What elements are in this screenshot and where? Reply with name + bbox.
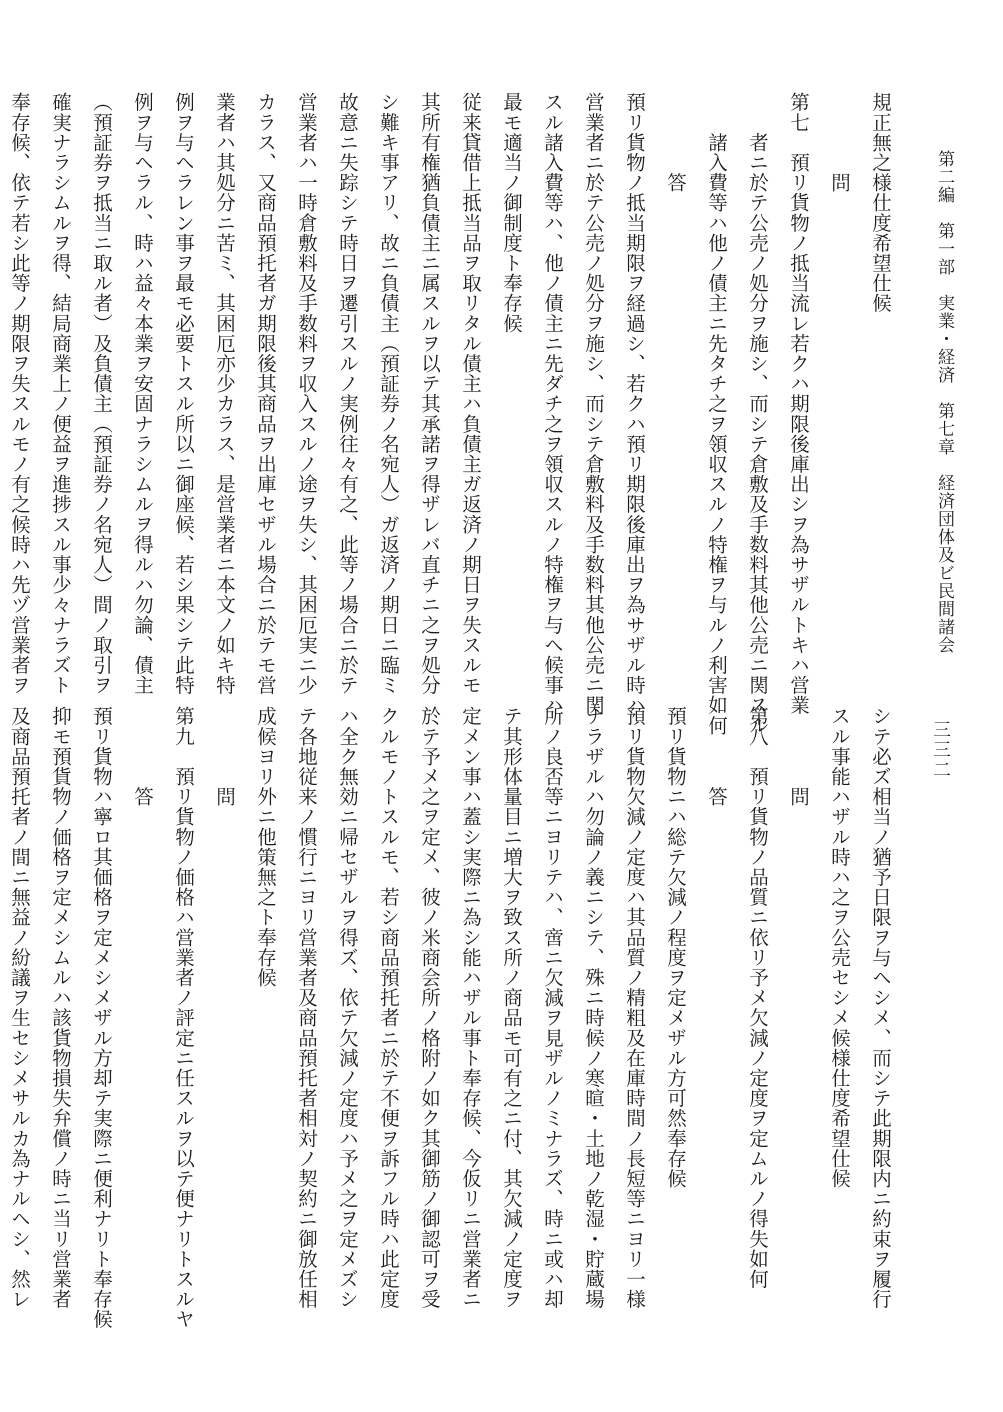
text-column: 第七 預リ貨物ノ抵当流レ若クハ期限後庫出シヲ為サザルトキハ営業 <box>787 92 810 716</box>
text-column: テ其形体量目ニ増大ヲ致ス所ノ商品モ可有之ニ付、其欠減ノ定度ヲ <box>500 706 523 1309</box>
text-column: 抑モ預貨物ノ価格ヲ定メシムルハ該貨物損失弁償ノ時ニ当リ営業者 <box>49 706 72 1309</box>
upper-text-block <box>0 92 901 736</box>
text-column: スル諸入費等ハ、他ノ債主ニ先ダチ之ヲ領収スルノ特権ヲ与ヘ候事ハ <box>541 92 564 716</box>
text-column: スル事能ハザル時ハ之ヲ公売セシメ候様仕度希望仕候 <box>828 706 851 1189</box>
text-column: 業者ハ其処分ニ苦ミ、其困厄亦少カラス、是営業者ニ本文ノ如キ特 <box>213 92 236 695</box>
page-number: 三三二 <box>930 720 951 780</box>
text-column: 従来貸借上抵当品ヲ取リタル債主ハ負債主ガ返済ノ期日ヲ失スルモ <box>459 92 482 695</box>
text-column: 問 <box>787 706 810 807</box>
text-column: 問 <box>213 706 236 807</box>
text-column: 於テ予メ之ヲ定メ、彼ノ米商会所ノ格附ノ如ク其御筋ノ御認可ヲ受 <box>418 706 441 1309</box>
text-column: テ各地従来ノ慣行ニヨリ営業者及商品預托者相対ノ契約ニ御放任相 <box>295 706 318 1309</box>
lower-text-block <box>0 706 901 1346</box>
text-column: 営業者ニ於テ公売ノ処分ヲ施シ、而シテ倉敷料及手数料其他公売ニ関 <box>582 92 605 716</box>
text-column: シテ必ズ相当ノ猶予日限ヲ与ヘシメ、而シテ此期限内ニ約束ヲ履行 <box>869 706 892 1309</box>
text-column: 預リ貨物ハ寧ロ其価格ヲ定メシメザル方却テ実際ニ便利ナリト奉存候 <box>90 706 113 1330</box>
text-column: 例ヲ与ヘラル、時ハ益々本業ヲ安固ナラシムルヲ得ルハ勿論、債主 <box>131 92 154 695</box>
text-column: 預リ貨物欠減ノ定度ハ其品質ノ精粗及在庫時間ノ長短等ニヨリ一様 <box>623 706 646 1309</box>
text-column: 最モ適当ノ御制度ト奉存候 <box>500 92 523 334</box>
text-column: ハ全ク無効ニ帰セザルヲ得ズ、依テ欠減ノ定度ハ予メ之ヲ定メズシ <box>336 706 359 1309</box>
text-column: 成候ヨリ外ニ他策無之ト奉存候 <box>254 706 277 988</box>
text-column: 預リ貨物ニハ総テ欠減ノ程度ヲ定メザル方可然奉存候 <box>664 706 687 1189</box>
text-column: 其所有権猶負債主ニ属スルヲ以テ其承諾ヲ得ザレバ直チニ之ヲ処分 <box>418 92 441 695</box>
text-column: クルモノトスルモ、若シ商品預托者ニ於テ不便ヲ訴フル時ハ此定度 <box>377 706 400 1309</box>
text-column: 所ノ良否等ニヨリテハ、啻ニ欠減ヲ見ザルノミナラズ、時ニ或ハ却 <box>541 706 564 1309</box>
text-column: シ難キ事アリ、故ニ負債主（預証券ノ名宛人）ガ返済ノ期日ニ臨ミ <box>377 92 400 695</box>
running-header: 第二編 第一部 実業・経済 第七章 経済団体及ビ民間諸会 <box>934 150 954 654</box>
text-column: 確実ナラシムルヲ得、結局商業上ノ便益ヲ進捗スル事少々ナラズト <box>49 92 72 695</box>
text-column: 例ヲ与ヘラレン事ヲ最モ必要トスル所以ニ御座候、若シ果シテ此特 <box>172 92 195 695</box>
text-column: 第九 預リ貨物ノ価格ハ営業者ノ評定ニ任スルヲ以テ便ナリトスルヤ <box>172 706 195 1330</box>
text-column: 者ニ於テ公売ノ処分ヲ施シ、而シテ倉敷及手数料其他公売ニ関スル <box>746 92 769 736</box>
text-column: 諸入費等ハ他ノ債主ニ先タチ之ヲ領収スルノ特権ヲ与ルノ利害如何 <box>705 92 728 736</box>
text-column: 定メン事ハ蓋シ実際ニ為シ能ハザル事ト奉存候、今仮リニ営業者ニ <box>459 706 482 1309</box>
text-column: 故意ニ失踪シテ時日ヲ遷引スルノ実例往々有之、此等ノ場合ニ於テ <box>336 92 359 695</box>
text-column: 奉存候、依テ若シ此等ノ期限ヲ失スルモノ有之候時ハ先ヅ営業者ヲ <box>8 92 31 695</box>
text-column: 答 <box>664 92 687 193</box>
text-column: 答 <box>705 706 728 807</box>
text-column: 及商品預托者ノ間ニ無益ノ紛議ヲ生セシメサルカ為ナルヘシ、然レ <box>8 706 31 1309</box>
text-column: ナラザルハ勿論ノ義ニシテ、殊ニ時候ノ寒暄・土地ノ乾湿・貯蔵場 <box>582 706 605 1309</box>
text-column: 問 <box>828 92 851 193</box>
text-column: 規正無之様仕度希望仕候 <box>869 92 892 314</box>
text-column: カラス、又商品預托者ガ期限後其商品ヲ出庫セザル場合ニ於テモ営 <box>254 92 277 695</box>
text-column: 預リ貨物ノ抵当期限ヲ経過シ、若クハ預リ期限後庫出ヲ為サザル時ハ <box>623 92 646 716</box>
text-column: （預証券ヲ抵当ニ取ル者）及負債主（預証券ノ名宛人）間ノ取引ヲ <box>90 92 113 695</box>
text-column: 営業者ハ一時倉敷料及手数料ヲ収入スルノ途ヲ失シ、其困厄実ニ少 <box>295 92 318 695</box>
text-column: 第八 預リ貨物ノ品質ニ依リ予メ欠減ノ定度ヲ定ムルノ得失如何 <box>746 706 769 1289</box>
text-column: 答 <box>131 706 154 807</box>
